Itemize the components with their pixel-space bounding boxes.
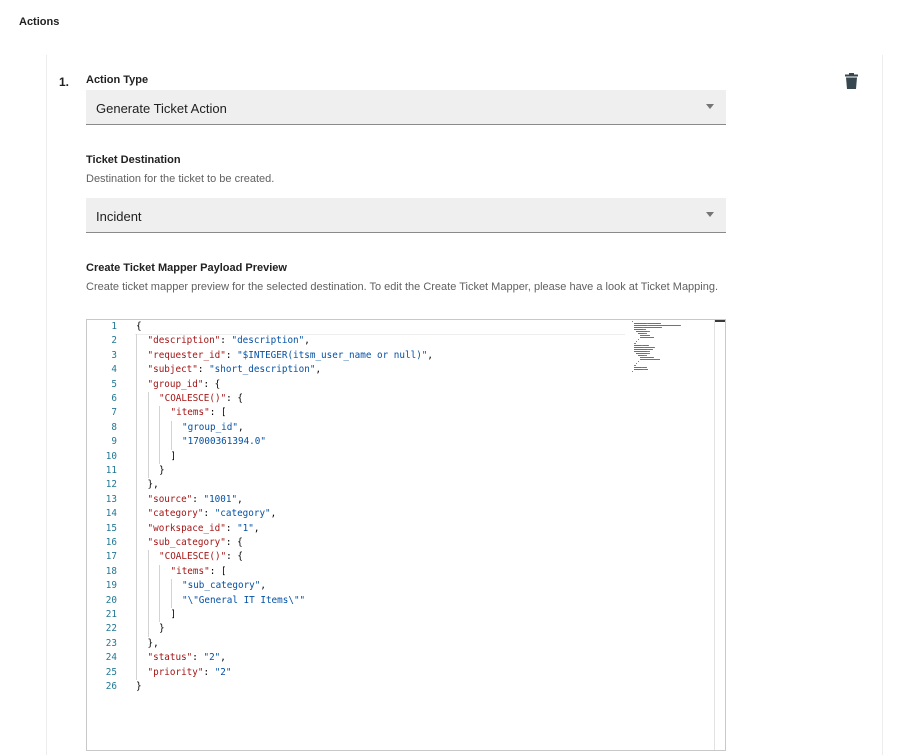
json-punctuation: , [237,493,243,505]
editor-scrollbar[interactable] [714,320,726,750]
minimap-stroke [648,323,660,324]
line-number: 17 [105,551,117,563]
minimap-stroke [646,367,647,368]
json-string: "17000361394.0" [182,436,266,448]
code-text [159,392,243,406]
json-punctuation: ] [170,609,177,620]
indent-guide [136,334,137,348]
code-text [171,565,227,579]
editor-scrollbar-thumb[interactable] [715,320,725,322]
code-text [148,507,277,521]
json-punctuation: , [304,335,310,347]
minimap-stroke [640,335,649,336]
ticket-destination-select[interactable] [86,198,726,233]
indent-guide [136,378,137,392]
json-string: "group_id" [182,421,238,433]
minimap-stroke [634,365,636,366]
line-number: 24 [105,652,117,664]
json-punctuation: : [225,349,238,361]
code-text [148,334,310,348]
json-string: "$INTEGER(itsm_user_name or null)" [237,349,428,361]
json-key: "workspace_id" [147,522,226,534]
code-text [148,378,221,392]
json-punctuation: } [136,681,142,692]
json-punctuation: ] [170,450,177,462]
code-line [87,363,714,377]
actions-section-title: Actions [19,16,60,28]
minimap-stroke [636,331,647,332]
json-string: "1" [237,522,254,534]
code-text [148,637,159,651]
minimap-stroke [660,323,661,324]
line-number: 12 [105,479,117,491]
code-line [87,651,714,665]
line-number: 18 [105,565,117,577]
chevron-down-icon [706,212,714,217]
indent-guide [136,536,137,550]
indent-guide [171,435,172,449]
json-punctuation: : [203,508,215,520]
json-punctuation: : { [226,551,243,563]
json-punctuation: , [220,652,226,664]
indent-guide [136,522,137,536]
indent-guide [148,435,149,449]
json-string: "2" [203,652,221,664]
code-line [87,392,714,406]
indent-guide [136,478,137,492]
chevron-down-icon [706,104,714,109]
minimap-stroke [644,333,647,334]
json-key: "items" [170,407,210,419]
json-key: "COALESCE()" [159,551,227,563]
indent-guide [159,435,160,449]
code-text [148,522,260,536]
code-line [87,666,714,680]
code-line [87,334,714,348]
code-line [87,507,714,521]
line-number: 13 [105,493,117,505]
ticket-destination-help: Destination for the ticket to be created. [86,173,275,185]
action-step-number: 1. [59,75,70,89]
indent-guide [136,435,137,449]
code-text [148,363,322,377]
indent-guide [148,622,149,636]
line-number: 9 [111,436,117,448]
code-text [182,594,305,608]
indent-guide [136,651,137,665]
indent-guide [136,349,137,363]
line-number: 7 [111,407,117,419]
minimap-stroke [654,347,655,348]
minimap-stroke [647,353,650,354]
minimap-stroke [640,359,660,360]
minimap-stroke [645,347,654,348]
code-line [87,550,714,564]
code-line [87,406,714,420]
code-text [159,550,243,564]
indent-guide [136,608,137,622]
code-line [87,536,714,550]
code-line [87,435,714,449]
code-text [182,435,266,449]
minimap-stroke [634,367,641,368]
line-number: 6 [111,393,117,404]
json-key: "COALESCE()" [159,393,227,404]
json-key: "requester_id" [147,349,226,361]
indent-guide [148,421,149,435]
code-text [171,406,227,420]
minimap-stroke [632,321,633,322]
minimap-stroke [640,357,653,358]
json-punctuation: : [192,652,204,664]
ticket-destination-label: Ticket Destination [86,154,181,166]
code-text [148,493,243,507]
code-text [182,579,266,593]
json-punctuation: } [159,465,165,476]
indent-guide [136,637,137,651]
json-punctuation: : [225,522,238,534]
code-text [148,536,243,550]
indent-guide [136,450,137,464]
indent-guide [159,421,160,435]
json-punctuation: }, [147,637,159,649]
minimap-stroke [645,369,648,370]
indent-guide [148,565,149,579]
json-key: "group_id" [147,378,204,390]
minimap-stroke [634,369,643,370]
minimap-stroke [634,329,643,330]
code-line [87,565,714,579]
code-line [87,421,714,435]
json-punctuation: : [220,335,232,347]
json-punctuation: { [136,321,142,332]
indent-guide [148,406,149,420]
code-text [182,421,244,435]
minimap-stroke [653,357,654,358]
code-text [148,478,159,492]
indent-guide [136,666,137,680]
code-text [148,651,226,665]
minimap-stroke [634,325,647,326]
line-number: 21 [105,609,117,620]
json-key: "category" [147,508,204,520]
code-line [87,320,714,334]
indent-guide [148,450,149,464]
line-number: 22 [105,623,117,635]
indent-guide [136,493,137,507]
action-type-value: Generate Ticket Action [96,101,227,116]
code-line [87,637,714,651]
minimap-stroke [647,351,650,352]
json-punctuation: : { [226,393,243,404]
code-text [159,464,165,478]
indent-guide [159,450,160,464]
indent-guide [136,565,137,579]
line-number: 20 [105,594,117,606]
json-key: "subject" [147,364,198,376]
indent-guide [171,594,172,608]
indent-guide [159,406,160,420]
code-line [87,522,714,536]
indent-guide [159,608,160,622]
json-punctuation: , [253,522,260,534]
minimap-stroke [649,335,650,336]
json-punctuation: , [237,421,244,433]
minimap-stroke [636,353,647,354]
json-key: "status" [147,652,193,664]
code-text [136,320,142,334]
code-text [136,680,142,694]
minimap-stroke [644,327,661,328]
indent-guide [159,579,160,593]
minimap-stroke [638,361,639,362]
indent-guide [136,421,137,435]
line-number: 11 [105,465,117,476]
line-number: 26 [105,681,117,692]
json-string: "\"General IT Items\"" [182,594,306,606]
trash-icon[interactable] [845,73,858,89]
code-minimap[interactable] [631,321,713,381]
code-text [171,608,177,622]
indent-guide [148,550,149,564]
line-number: 4 [111,364,117,376]
minimap-stroke [638,339,639,340]
line-number: 8 [111,421,117,433]
minimap-stroke [634,343,636,344]
code-line [87,478,714,492]
json-string: "2" [214,666,232,678]
minimap-stroke [640,337,654,338]
json-punctuation: : { [203,378,221,390]
line-number: 5 [111,378,117,390]
indent-guide [171,579,172,593]
json-key: "items" [170,565,210,577]
code-text [148,666,232,680]
code-line [87,608,714,622]
indent-guide [136,464,137,478]
minimap-stroke [680,325,681,326]
minimap-stroke [634,351,647,352]
indent-guide [159,594,160,608]
indent-guide [171,421,172,435]
line-number: 3 [111,349,117,361]
indent-guide [136,579,137,593]
json-punctuation: : [203,666,215,678]
indent-guide [136,363,137,377]
code-line [87,464,714,478]
code-line [87,680,714,694]
indent-guide [136,550,137,564]
json-punctuation: , [270,508,277,520]
action-type-select[interactable] [86,90,726,125]
minimap-stroke [652,349,653,350]
indent-guide [148,594,149,608]
code-text [148,349,434,363]
json-punctuation: , [260,580,266,592]
json-punctuation: : { [225,537,243,548]
json-punctuation: : [ [209,407,227,419]
minimap-stroke [634,349,647,350]
minimap-stroke [632,371,633,372]
indent-guide [136,507,137,521]
json-string: "category" [214,508,271,520]
code-line [87,349,714,363]
indent-guide [148,579,149,593]
code-text [159,622,165,636]
payload-preview-label: Create Ticket Mapper Payload Preview [86,262,287,274]
json-punctuation: : [197,364,210,376]
minimap-stroke [661,327,662,328]
minimap-stroke [634,323,646,324]
action-type-label: Action Type [86,74,149,86]
indent-guide [136,622,137,636]
code-line [87,378,714,392]
json-punctuation: , [315,364,322,376]
json-punctuation: : [ [209,565,227,577]
indent-guide [148,392,149,406]
json-string: "short_description" [209,364,316,376]
line-number: 1 [111,321,117,332]
json-punctuation: , [427,349,433,361]
json-key: "description" [147,335,221,347]
json-punctuation: } [159,623,165,635]
json-key: "source" [147,493,193,505]
json-string: "sub_category" [182,580,261,592]
minimap-stroke [644,355,647,356]
json-punctuation: }, [147,479,159,491]
payload-preview-help: Create ticket mapper preview for the selected destination. To edit the Create Ticket Mapper, please have a look at Ticket Mapping. [86,281,719,293]
indent-guide [148,608,149,622]
line-number: 19 [105,580,117,592]
minimap-stroke [649,325,680,326]
line-number: 25 [105,666,117,678]
minimap-stroke [634,327,642,328]
line-number: 2 [111,335,117,347]
json-string: "1001" [203,493,238,505]
minimap-stroke [636,363,637,364]
line-number: 15 [105,522,117,534]
code-text [171,450,177,464]
indent-guide [136,594,137,608]
indent-guide [148,464,149,478]
indent-guide [159,565,160,579]
line-number: 10 [105,450,117,462]
indent-guide [136,406,137,420]
minimap-stroke [634,347,643,348]
line-number: 16 [105,537,117,548]
code-line [87,450,714,464]
code-line [87,579,714,593]
minimap-stroke [634,345,641,346]
minimap-stroke [636,341,637,342]
json-key: "sub_category" [147,537,226,548]
line-number: 23 [105,637,117,649]
code-line [87,594,714,608]
json-punctuation: : [192,493,204,505]
line-number: 14 [105,508,117,520]
minimap-stroke [647,331,650,332]
code-line [87,622,714,636]
minimap-stroke [643,329,646,330]
json-key: "priority" [147,666,204,678]
code-line [87,493,714,507]
json-string: "description" [231,335,305,347]
minimap-stroke [648,345,649,346]
payload-code-editor[interactable] [86,319,726,751]
indent-guide [136,392,137,406]
ticket-destination-value: Incident [96,209,142,224]
